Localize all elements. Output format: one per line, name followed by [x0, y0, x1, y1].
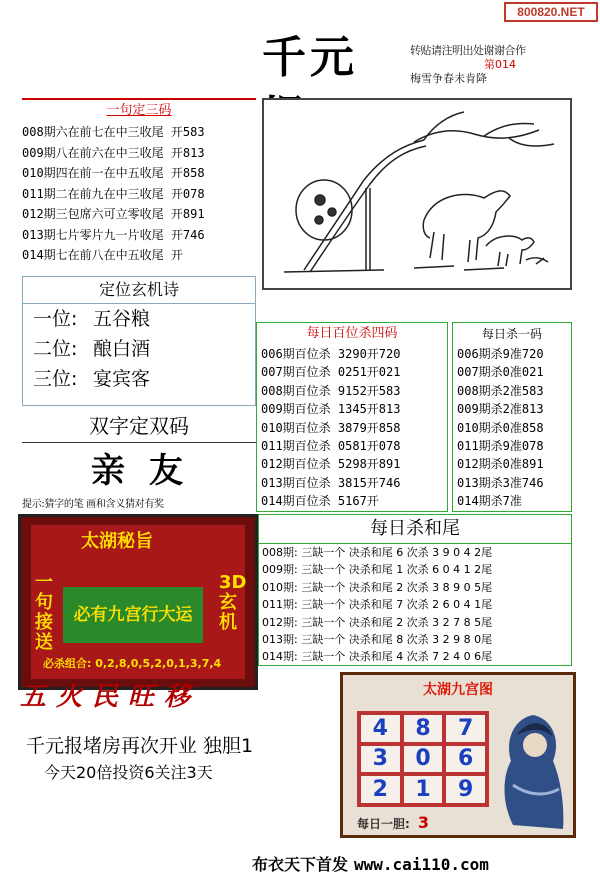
promo-side-right: 3D玄机	[219, 572, 247, 633]
list-item: 009期杀2准813	[457, 402, 544, 417]
list-item: 014期七在前八在中五收尾 开	[22, 248, 183, 262]
list-item: 006期百位杀 3290开720	[261, 347, 401, 361]
promo-footer: 必杀组合: 0,2,8,0,5,2,0,1,3,7,4	[43, 657, 222, 670]
poem-line-label: 二位:	[33, 338, 78, 360]
banner-text: 五火民旺移	[20, 682, 201, 712]
list-item: 009期: 三缺一个 决杀和尾 1 次杀 6 0 4 1 2尾	[262, 563, 493, 577]
list-item: 008期六在前七在中三收尾 开583	[22, 125, 205, 139]
promo-graphic	[18, 514, 258, 690]
hundreds-kill-panel	[256, 322, 448, 512]
list-item: 013期百位杀 3815开746	[261, 475, 401, 490]
bottom-announcement	[26, 732, 336, 792]
list-item: 011期百位杀 0581开078	[261, 439, 401, 454]
riddle-word: 亲友	[91, 451, 207, 491]
panel-title: 每日杀和尾	[259, 515, 571, 544]
figure-illustration	[493, 705, 573, 835]
poem-line	[23, 364, 255, 394]
one-sentence-panel	[22, 98, 256, 268]
grid-cell: 0	[402, 744, 445, 775]
list-item: 009期百位杀 1345开813	[261, 402, 401, 417]
list-item: 010期: 三缺一个 决杀和尾 2 次杀 3 8 9 0 5尾	[262, 580, 493, 594]
list-item: 013期七片零片九一片收尾 开746	[22, 227, 205, 242]
panel-title: 一句定三码	[106, 103, 172, 118]
daily-kill-one-panel	[452, 322, 572, 512]
footer-label: 布衣天下首发	[252, 855, 349, 874]
grid-cell: 9	[444, 774, 487, 805]
calligraphy-banner	[20, 676, 330, 716]
grid-cell: 4	[359, 713, 402, 744]
list-item: 011期杀9准078	[457, 439, 544, 454]
header-poem: 梅雪争春未肯降	[410, 72, 487, 85]
list-item: 010期杀0准858	[457, 420, 544, 435]
list-item: 013期: 三缺一个 决杀和尾 8 次杀 3 2 9 8 0尾	[262, 633, 493, 647]
list-item: 007期杀0准021	[457, 365, 544, 380]
grid-cell: 8	[402, 713, 445, 744]
list-item: 011期: 三缺一个 决杀和尾 7 次杀 2 6 0 4 1尾	[262, 598, 493, 612]
list-item: 007期百位杀 0251开021	[261, 365, 401, 380]
double-char-panel	[22, 410, 256, 510]
riddle-hint: 提示:猜字的笔 画和含义猜对有奖	[22, 499, 164, 510]
grid-cell: 7	[444, 713, 487, 744]
grid-cell: 2	[359, 774, 402, 805]
grid-cell: 6	[444, 744, 487, 775]
list-item: 010期四在前一在中五收尾 开858	[22, 166, 205, 180]
magic-square-title: 太湖九宫图	[423, 682, 493, 698]
cartoon-illustration	[262, 98, 572, 290]
panel-title: 每日百位杀四码	[306, 326, 398, 341]
list-item: 014期百位杀 5167开	[261, 494, 379, 509]
list-item: 008期百位杀 9152开583	[261, 383, 401, 398]
promo-title: 太湖秘旨	[81, 531, 153, 552]
magic-square-panel	[340, 672, 576, 838]
daily-gallbladder	[357, 813, 429, 832]
panel-title: 定位玄机诗	[23, 277, 255, 304]
reprint-notice: 转贴请注明出处谢谢合作	[410, 44, 526, 57]
list-item: 012期三包席六可立零收尾 开891	[22, 207, 205, 221]
list-item: 012期百位杀 5298开891	[261, 457, 401, 472]
list-item: 013期杀3准746	[457, 475, 544, 490]
page-title: 千元	[262, 32, 358, 83]
magic-square-grid	[357, 711, 489, 807]
footer	[252, 852, 592, 874]
grid-cell: 1	[402, 774, 445, 805]
poem-line	[23, 334, 255, 364]
list-item: 011期二在前九在中三收尾 开078	[22, 186, 205, 201]
grid-cell: 3	[359, 744, 402, 775]
list-item: 014期: 三缺一个 决杀和尾 4 次杀 7 2 4 0 6尾	[262, 650, 493, 664]
list-item: 008期: 三缺一个 决杀和尾 6 次杀 3 9 0 4 2尾	[262, 546, 493, 559]
list-item: 009期八在前六在中三收尾 开813	[22, 145, 205, 160]
promo-side-left: 一句接送	[35, 572, 53, 653]
cartoon-drawing	[264, 100, 570, 288]
riddle-poem-panel	[22, 276, 256, 406]
promo-main-slogan: 必有九宫行大运	[63, 587, 203, 643]
tail-kill-panel	[258, 514, 572, 666]
poem-line-text: 五谷粮	[93, 308, 151, 330]
panel-title: 双字定双码	[22, 410, 256, 443]
list-item: 008期杀2准583	[457, 383, 544, 398]
poem-line-text: 宴宾客	[93, 368, 151, 390]
list-item: 012期杀0准891	[457, 457, 544, 472]
list-item: 014期杀7准	[457, 494, 522, 509]
header-notice	[410, 44, 590, 90]
issue-number: 第014	[484, 58, 516, 71]
announcement-line: 今天20倍投资6关注3天	[44, 763, 213, 782]
daily-gallbladder-value: 3	[417, 813, 429, 832]
announcement-line: 千元报堵房再次开业 独胆1	[26, 735, 254, 757]
poem-line	[23, 304, 255, 334]
list-item: 010期百位杀 3879开858	[261, 420, 401, 435]
poem-line-label: 三位:	[33, 368, 78, 390]
list-item: 012期: 三缺一个 决杀和尾 2 次杀 3 2 7 8 5尾	[262, 615, 493, 629]
list-item: 006期杀9准720	[457, 347, 544, 361]
poem-line-label: 一位:	[33, 308, 78, 330]
daily-gallbladder-label: 每日一胆:	[357, 817, 410, 831]
poem-line-text: 酿白酒	[93, 338, 151, 360]
site-watermark: 800820.NET	[504, 2, 598, 22]
panel-title: 每日杀一码	[481, 327, 542, 341]
footer-url[interactable]: www.cai110.com	[354, 855, 489, 874]
